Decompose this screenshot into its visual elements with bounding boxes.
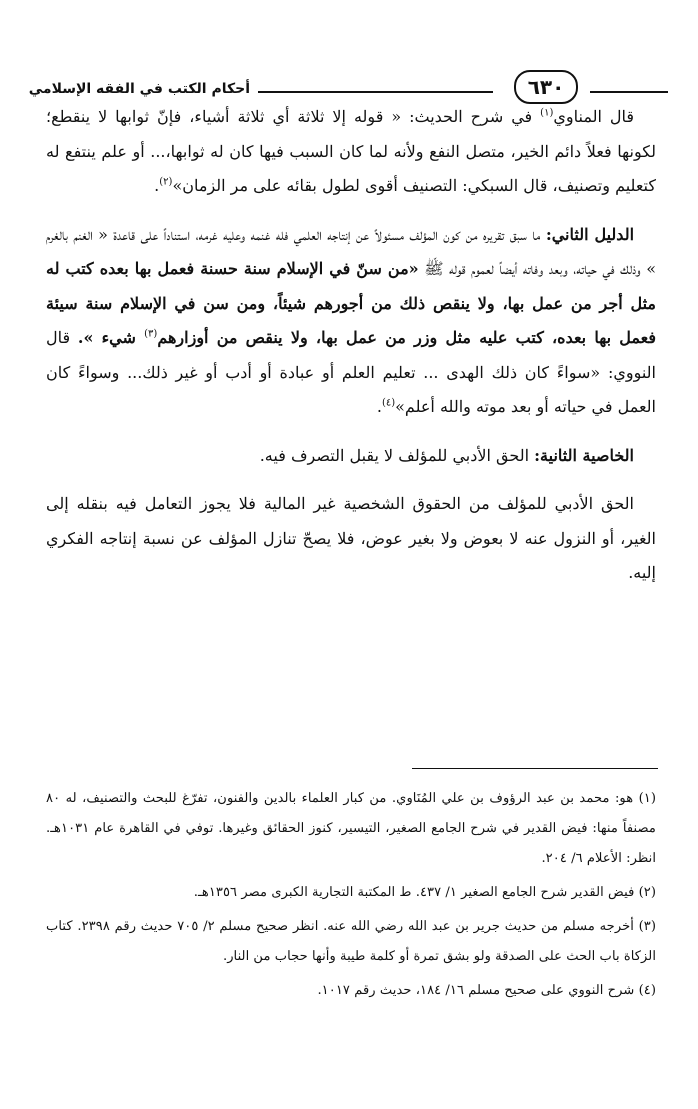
text: قال المناوي <box>553 107 635 126</box>
text: الحق الأدبي للمؤلف لا يقبل التصرف فيه. <box>259 445 535 465</box>
running-title: أحكام الكتب في الفقه الإسلامي <box>28 81 250 97</box>
body-text <box>46 100 656 591</box>
footnote-1: (١) هو: محمد بن عبد الرؤوف بن علي المُنَاوي. من كبار العلماء بالدين والفنون، تفرّغ للبحث والتصنيف، له ٨٠ مصنفاً منها: فيض القدير في شرح الجامع الصغير، التيسير، كنوز الحقائق وغيرها. توفي في القاهرة عام ١٠٣١هـ. انظر: الأعلام ٦/ ٢٠٤. <box>46 791 656 866</box>
heading-second-evidence: الدليل الثاني: <box>545 224 635 244</box>
header-rule-left <box>258 91 493 93</box>
footnote-separator <box>412 768 658 769</box>
heading-second-property: الخاصية الثانية: <box>534 445 634 465</box>
header-rule-right <box>590 91 668 93</box>
hadith-quote: «من سنّ في الإسلام سنة حسنة فعمل بها بعده كتب له مثل أجر من عمل بها، ولا ينقص ذلك من أجورهم شيئاً، ومن سن في الإسلام سنة سيئة فعمل بها بعده، كتب عليه مثل وزر من عمل بها، ولا ينقص من أوزارهم <box>46 259 656 347</box>
footnote-ref-1[interactable]: (١) <box>540 107 554 119</box>
paragraph-moral-right: الحق الأدبي للمؤلف من الحقوق الشخصية غير المالية فلا يجوز التعامل فيه بنقله إلى الغير، أو النزول عنه لا بعوض ولا بغير عوض، فلا يصحّ تنازل المؤلف عن نسبة إنتاجه الفكري إليه. <box>46 494 656 582</box>
footnote-ref-4[interactable]: (٤) <box>381 397 396 409</box>
text: في شرح الحديث: « قوله إلا ثلاثة أي ثلاثة أشياء، فإنّ ثوابها لا ينقطع؛ لكونها فعلاً دائم الخير، متصل النفع ولأنه لما كان السبب فيها كان له ثوابها،... أو علم ينتفع له كتعليم وتصنيف، قال السبكي: التصنيف أقوى لطول بقائه على مر الزمان» <box>46 107 656 195</box>
footnote-2: (٢) فيض القدير شرح الجامع الصغير ١/ ٤٣٧. ط المكتبة التجارية الكبرى مصر ١٣٥٦هـ. <box>193 885 656 900</box>
text: . <box>376 397 382 416</box>
footnote-4: (٤) شرح النووي على صحيح مسلم ١٦/ ١٨٤، حديث رقم ١٠١٧. <box>317 983 656 998</box>
paragraph-munawi <box>46 100 656 204</box>
hadith-quote-end: شيء ». <box>77 328 145 347</box>
text: ما سبق تقريره من كون المؤلف مسئولاً عن إنتاجه العلمي فله غنمه وعليه غرمه، استناداً على قاعدة « الغنم بالغرم » وذلك في حياته، وبعد وفاته أيضاً لعموم قوله ﷺ <box>46 224 657 278</box>
footnotes <box>46 784 656 1006</box>
paragraph-second-evidence <box>46 218 656 425</box>
text: قال النووي: «سواءً كان ذلك الهدى ... تعليم العلم أو عبادة أو أدب أو غير ذلك... وسواءً كان العمل في حياته أو بعد موته والله أعلم» <box>46 328 656 416</box>
footnote-3: (٣) أخرجه مسلم من حديث جرير بن عبد الله رضي الله عنه. انظر صحيح مسلم ٢/ ٧٠٥ حديث رقم ٢٣٩٨. كتاب الزكاة باب الحث على الصدقة ولو بشق تمرة أو كلمة طيبة وأنها حجاب من النار. <box>46 919 657 964</box>
footnote-ref-2[interactable]: (٢) <box>159 176 173 188</box>
text: . <box>154 176 160 195</box>
footnote-ref-3[interactable]: (٣) <box>144 328 158 340</box>
paragraph-second-property <box>46 439 656 474</box>
page-number: ٦٣٠ <box>514 70 578 104</box>
